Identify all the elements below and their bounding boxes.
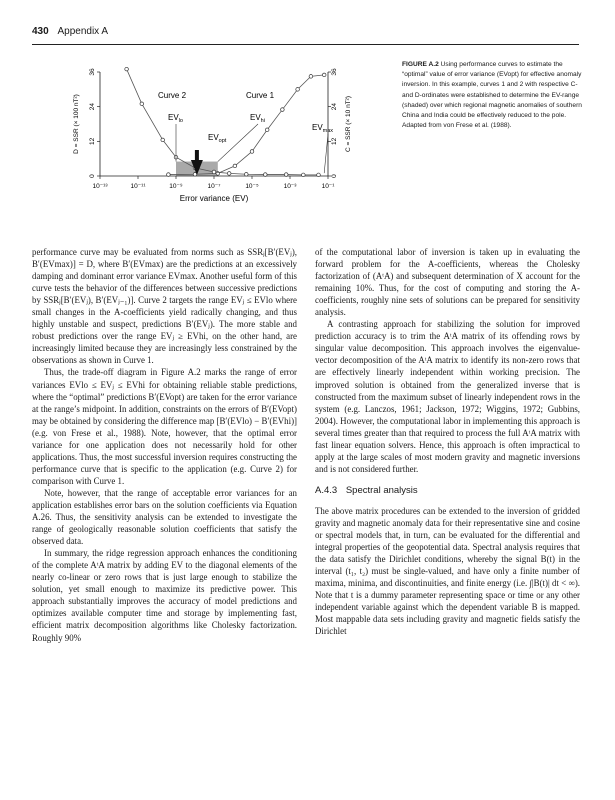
ev-lo-label: $EV_{lo}$ bbox=[168, 113, 183, 124]
data-point bbox=[317, 173, 321, 177]
data-point bbox=[233, 164, 237, 168]
data-point bbox=[212, 170, 216, 174]
performance-curve-chart bbox=[28, 48, 378, 228]
data-point bbox=[265, 128, 269, 132]
data-point bbox=[227, 172, 231, 176]
data-point bbox=[322, 73, 326, 77]
y-tick-label-right: 36 bbox=[331, 68, 338, 76]
x-tick-label: 10⁻³ bbox=[283, 183, 297, 190]
body-columns bbox=[32, 246, 580, 644]
data-point bbox=[296, 88, 300, 92]
ev-opt-arrow-shaft bbox=[195, 150, 199, 160]
ev-max-label: $EV_{max}$ bbox=[312, 123, 334, 134]
y-tick-label-left: 12 bbox=[89, 137, 96, 145]
x-tick-label: 10⁻⁹ bbox=[169, 183, 183, 190]
page-number: 430 bbox=[32, 26, 49, 37]
y-tick-label-right: 24 bbox=[331, 103, 338, 111]
left-column bbox=[32, 246, 297, 644]
running-header bbox=[32, 26, 108, 37]
y-axis-label-right: C = SSR (× 10 nT²) bbox=[345, 96, 352, 152]
data-point bbox=[161, 138, 165, 142]
data-point bbox=[309, 75, 313, 79]
y-tick-label-right: 12 bbox=[331, 137, 338, 145]
series-line-1 bbox=[168, 75, 324, 175]
x-tick-label: 10⁻⁵ bbox=[245, 183, 259, 190]
paragraph: The above matrix procedures can be extended to the inversion of gridded gravity and magnetic anomaly data for their representative sine and cosine or spectral models that, in turn, can be evaluated for the differential and integral properties of the geopotential data. Spectral analysis requires that the data satisfy the Dirichlet conditions, whereby the signal B(t) in the interval (t₁, t₂) must be single-valued, and have only a finite number of maxima, minima, and discontinuities, and finite energy (i.e. ∫|B(t)| dt < ∞). Note that t is a dummy parameter representing space or time or any other independent variable against which the dependent variable B is mapped. Most mappable data sets including gravity and magnetic fields satisfy the Dirichlet bbox=[315, 505, 580, 637]
x-tick-label: 10⁻¹ bbox=[321, 183, 335, 190]
y-axis-label-left: D = SSR (× 100 nT²) bbox=[73, 94, 80, 154]
y-tick-label-left: 24 bbox=[89, 103, 96, 111]
header-section: Appendix A bbox=[57, 26, 109, 37]
data-point bbox=[302, 173, 306, 177]
data-point bbox=[264, 173, 268, 177]
figure-caption-text: Using performance curves to estimate the “optimal” value of error variance (EVopt) for effective anomaly inversion. In this example, curves 1 and 2 with respective C- and D-ordinates were established to determine the EV-range (shaded) over which regional magnetic anomalies of southern China and India could be effectively reduced to the pole. Adapted from von Frese et al. (1988). bbox=[402, 61, 582, 130]
x-tick-label: 10⁻¹¹ bbox=[130, 183, 146, 190]
paragraph: of the computational labor of inversion is taken up in evaluating the forward problem for the A-coefficients, whereas the Cholesky factorization of (AᵗA) and subsequent determination of X account for the remaining 10%. Thus, for the cost of computing and storing the A-coefficients, roughly nine sets of solutions can be prepared for sensitivity analysis. bbox=[315, 247, 580, 318]
y-tick-label-right: 0 bbox=[331, 174, 338, 178]
figure-label: FIGURE A.2 bbox=[402, 61, 439, 68]
x-axis-label: Error variance (EV) bbox=[179, 194, 249, 203]
paragraph: performance curve may be evaluated from norms such as SSRⱼ[B′(EVⱼ), B′(EVmax)] = D, where B′(EVmax) are the predictions at an excessively damping and dominant error variance EVmax. Another useful form of this curve tests the behavior of the differences between successive predictions by SSRⱼ[B′(EVⱼ), B′(EVⱼ₋₁)]. Curve 2 targets the range EVⱼ ≤ EVlo where small changes in the A-coefficients yield radically changing, and thus highly unstable and suspect, predictions B′(EVⱼ). The more stable and robust predictions over the range EVⱼ ≥ EVhi, on the other hand, are increasingly limited because they are increasingly less constrained by the observations as shown in Curve 1. bbox=[32, 247, 297, 366]
ev-max-pointer bbox=[324, 134, 328, 173]
data-point bbox=[245, 172, 249, 176]
data-point bbox=[281, 108, 285, 112]
series-line-2 bbox=[127, 69, 319, 175]
y-tick-label-left: 36 bbox=[89, 68, 96, 76]
y-tick-label-left: 0 bbox=[89, 174, 96, 178]
data-point bbox=[167, 173, 171, 177]
ev-hi-label: $EV_{hi}$ bbox=[250, 113, 265, 124]
x-tick-label: 10⁻¹³ bbox=[92, 183, 108, 190]
paragraph: In summary, the ridge regression approach enhances the conditioning of the complete AᵗA matrix by adding EV to the diagonal elements of the nearly co-linear or zero rows that is just large enough to stabilize the solution, yet small enough to maximize its predictive power. This approach substantially improves the accuracy of model predictions and optimizes available computer time and storage by implementing fast, efficient matrix decomposition algorithms like Cholesky factorization. Roughly 90% bbox=[32, 548, 297, 643]
section-title: Spectral analysis bbox=[345, 484, 418, 496]
data-point bbox=[284, 173, 288, 177]
paragraph: Note, however, that the range of acceptable error variances for an application establishes error bars on the solution coefficients via Equation A.26. Thus, the sensitivity analysis can be extended to investigate the range of geologically reasonable solution coefficients that satisfy the observed data. bbox=[32, 487, 297, 547]
ev-opt-label: $EV_{opt}$ bbox=[208, 133, 227, 144]
data-point bbox=[140, 102, 144, 106]
data-point bbox=[125, 67, 129, 71]
right-column bbox=[315, 246, 580, 644]
paragraph: A contrasting approach for stabilizing the solution for improved prediction accuracy is to trim the AᵗA matrix of its offending rows by singular value decomposition. This approach involves the eigenvalue-vector decomposition of the AᵗA matrix to identify its non-zero rows that are effectively linearly independent within working precision. The improved solution is obtained from the generalized inverse that is constructed from the maximum subset of linearly independent rows in the system (e.g. Lanczos, 1961; Jackson, 1972; Wiggins, 1972; Gubbins, 2004). However, the computational labor in implementing this approach is several times greater than that required to process the full AᵗA matrix with fast linear equation solvers. Hence, this approach is often impractical to apply at the large scales of most modern gravity and magnetic inversions and is not considered further. bbox=[315, 319, 580, 474]
section-heading bbox=[315, 485, 580, 497]
section-number: A.4.3 bbox=[315, 484, 338, 496]
data-point bbox=[250, 150, 254, 154]
curve-1-label: Curve 1 bbox=[246, 91, 275, 100]
x-tick-label: 10⁻⁷ bbox=[207, 183, 221, 190]
header-rule bbox=[32, 44, 579, 45]
paragraph: Thus, the trade-off diagram in Figure A.2 marks the range of error variances EVlo ≤ EVⱼ ≤ EVhi for obtaining reliable stable predictions, where the “optimal” predictions B′(EVopt) are taken for the error variance at the range’s midpoint. In addition, constraints on the errors of B′(EVopt) may be obtained by considering the difference map [B′(EVlo) − B′(EVhi)] (e.g. von Frese et al., 1988). Note, however, that the optimal error variance for one application does not necessarily hold for other applications. Thus, the most successful inversion requires constructing the performance curve that is specific to the application (e.g. Curve 2) for comparison with Curve 1. bbox=[32, 367, 297, 486]
curve-2-label: Curve 2 bbox=[158, 91, 187, 100]
figure-caption bbox=[402, 60, 582, 131]
